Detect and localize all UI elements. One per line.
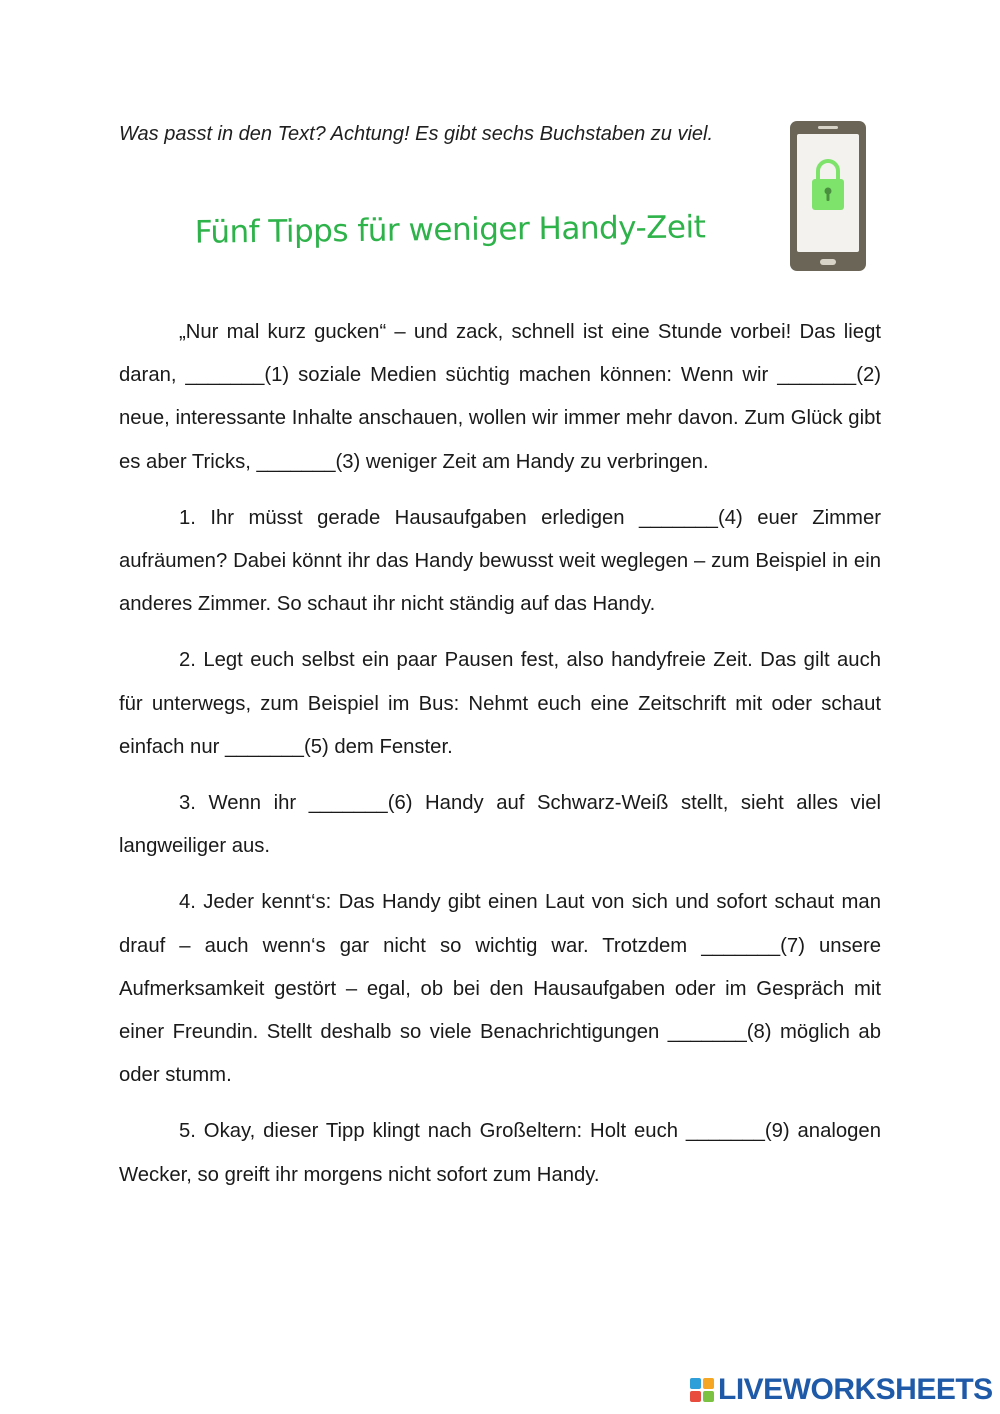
logo-grid-icon	[690, 1378, 714, 1402]
text-segment: Handy auf Schwarz-Weiß stellt, sieht alles viel langweiliger aus.	[119, 792, 881, 858]
blank-9[interactable]: _______(9)	[685, 1120, 790, 1143]
paragraph-tip-4	[119, 881, 881, 1097]
blank-6[interactable]: _______(6)	[308, 792, 413, 815]
text-segment: 1. Ihr müsst gerade Hausaufgaben erledigen	[179, 506, 639, 529]
text-segment: 2. Legt euch selbst ein paar Pausen fest, also handyfreie Zeit. Das gilt auch für unterwegs, zum Beispiel im Bus: Nehmt euch eine Zeitschrift mit oder schaut einfach nur	[119, 649, 881, 758]
article-body	[119, 311, 881, 1210]
instruction-text: Was passt in den Text? Achtung! Es gibt sechs Buchstaben zu viel.	[119, 123, 714, 145]
text-segment: neue, interessante Inhalte anschauen, wollen wir immer mehr davon. Zum Glück gibt es aber Tricks,	[119, 407, 881, 473]
text-segment: 5. Okay, dieser Tipp klingt nach Großeltern: Holt euch	[179, 1120, 686, 1143]
text-segment: weniger Zeit am Handy zu verbringen.	[360, 450, 709, 473]
text-segment: möglich ab oder stumm.	[119, 1021, 881, 1087]
blank-7[interactable]: _______(7)	[701, 934, 805, 957]
smartphone-lock-icon	[788, 120, 868, 272]
text-segment: „Nur mal kurz gucken“ – und zack, schnell ist eine Stunde vorbei! Das liegt daran,	[119, 321, 881, 387]
blank-3[interactable]: _______(3)	[256, 450, 361, 473]
text-segment: unsere Aufmerksamkeit gestört – egal, ob bei den Hausaufgaben oder im Gespräch mit einer Freundin. Stellt deshalb so viele Benachrichtigungen	[119, 934, 881, 1044]
paragraph-tip-1	[119, 497, 881, 627]
text-segment: soziale Medien süchtig machen können: Wenn wir	[289, 364, 778, 387]
paragraph-tip-3	[119, 782, 881, 868]
paragraph-tip-5	[119, 1110, 881, 1196]
blank-8[interactable]: _______(8)	[667, 1021, 772, 1044]
text-segment: euer Zimmer aufräumen? Dabei könnt ihr das Handy bewusst weit weglegen – zum Beispiel in ein anderes Zimmer. So schaut ihr nicht ständig auf das Handy.	[119, 506, 881, 616]
text-segment: analogen Wecker, so greift ihr morgens nicht sofort zum Handy.	[119, 1120, 881, 1186]
paragraph-tip-2	[119, 639, 881, 769]
logo-text: LIVEWORKSHEETS	[718, 1373, 993, 1406]
blank-5[interactable]: _______(5)	[224, 735, 329, 758]
blank-1[interactable]: _______(1)	[185, 364, 290, 387]
liveworksheets-logo[interactable]	[690, 1372, 993, 1408]
paragraph-intro	[119, 311, 881, 484]
blank-2[interactable]: _______(2)	[777, 364, 881, 387]
text-segment: 3. Wenn ihr	[179, 792, 309, 815]
text-segment: dem Fenster.	[328, 735, 453, 758]
text-segment: 4. Jeder kennt‘s: Das Handy gibt einen Laut von sich und sofort schaut man drauf – auch wenn‘s gar nicht so wichtig war. Trotzdem	[119, 891, 881, 957]
page-title: Fünf Tipps für weniger Handy-Zeit	[194, 209, 706, 251]
blank-4[interactable]: _______(4)	[639, 506, 743, 529]
